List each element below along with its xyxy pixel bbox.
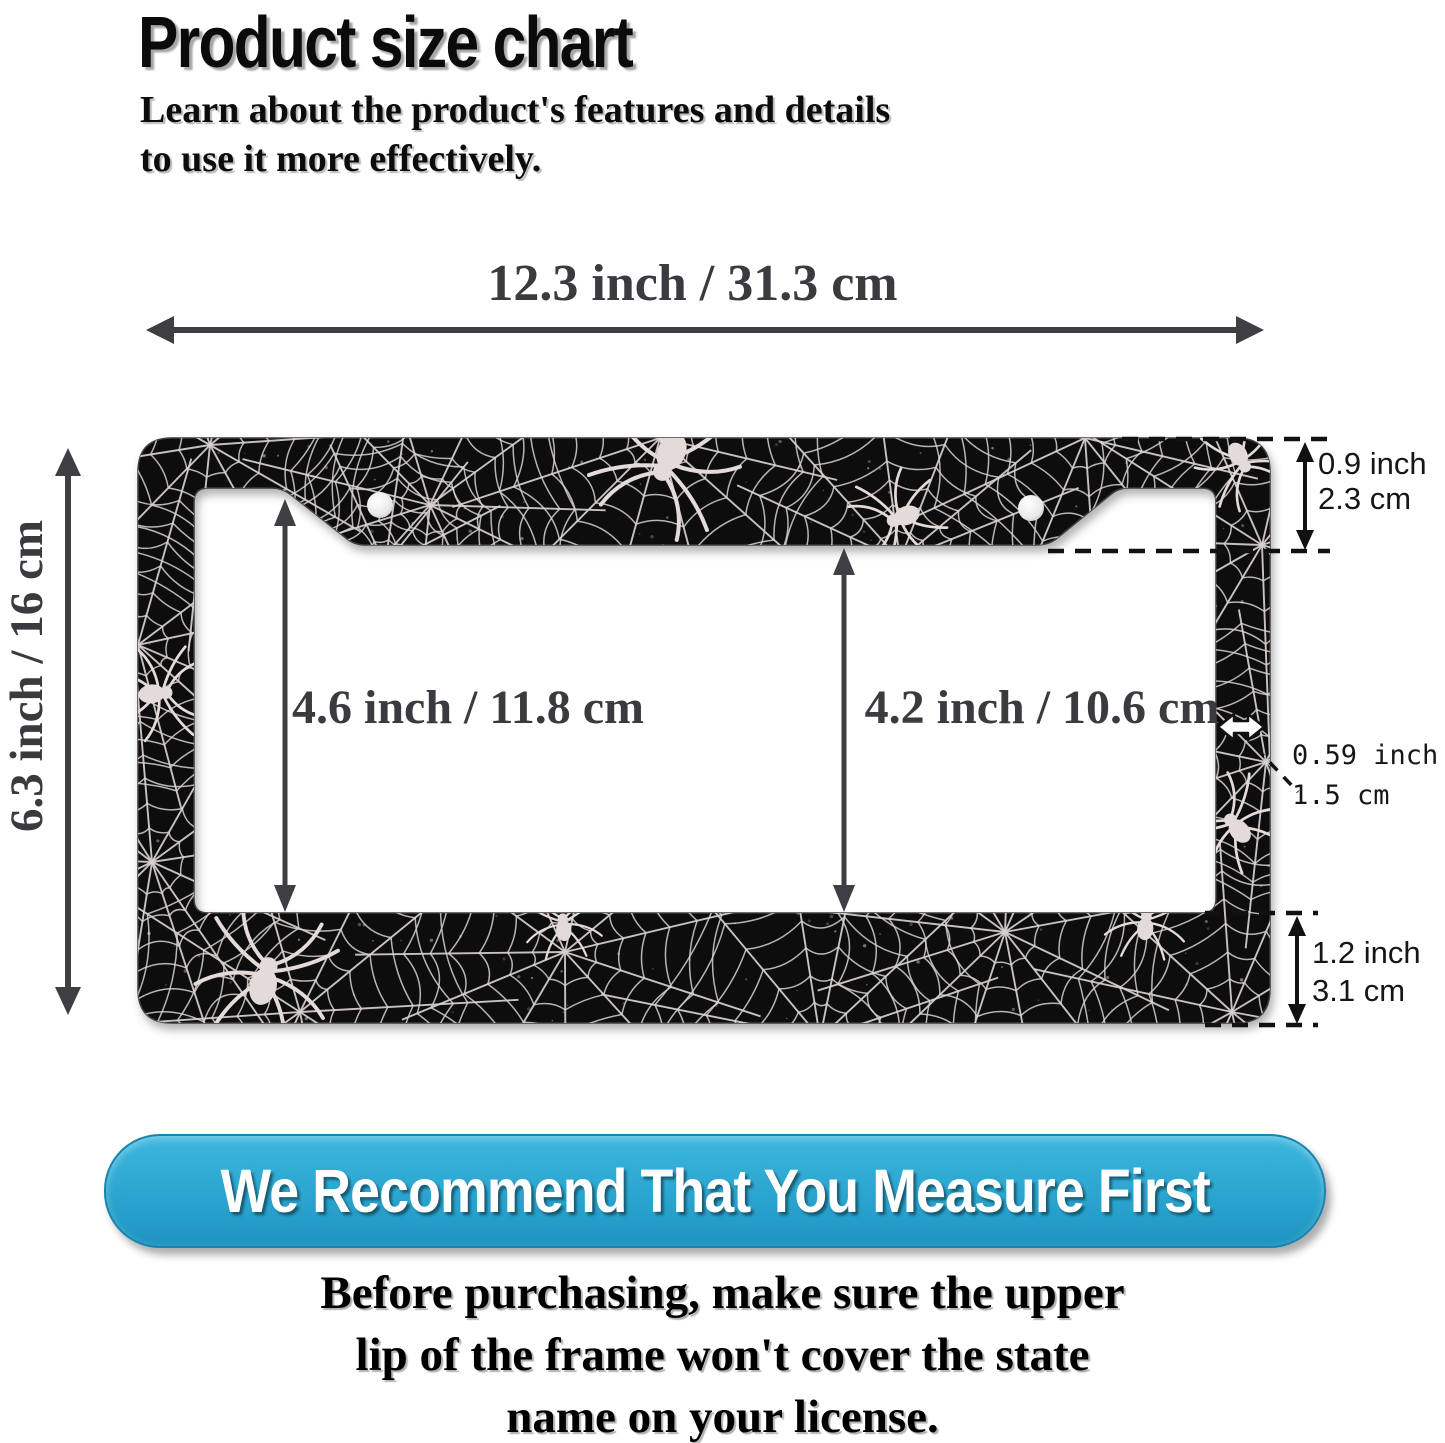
height-arrow	[55, 448, 81, 1015]
purchase-note-line: lip of the frame won't cover the state	[355, 1329, 1090, 1381]
page-title: Product size chart	[138, 3, 633, 83]
page-subtitle	[140, 86, 890, 184]
product-size-chart-image: Product size chart Learn about the product's features and details to use it more effectively. 12.3 inch / 31.3 cm 6.3 inch / 16 cm 4.6 inch / 11.8 cm 4.2 inch / 10.6 cm 0.9 inch 2.3 cm 0.59 inch 1.5 cm 1.2 inch 3.1 cm We Recommend That You Measure First Before purchasing, make sure the upper lip of the frame won't cover the state name on your license.	[0, 0, 1445, 1443]
screw-hole-right	[1018, 495, 1044, 521]
measure-first-banner	[104, 1134, 1326, 1248]
subtitle-line: Learn about the product's features and details	[140, 89, 891, 131]
banner-text: We Recommend That You Measure First	[220, 1157, 1210, 1225]
bottom-rail-thickness-label: 1.2 inch 3.1 cm	[1312, 935, 1421, 1008]
opening-height-right-label: 4.2 inch / 10.6 cm	[864, 681, 1220, 734]
purchase-note-line: Before purchasing, make sure the upper	[320, 1267, 1125, 1319]
screw-hole-left	[367, 492, 393, 518]
width-arrow	[146, 316, 1264, 344]
top-rail-thickness-label: 0.9 inch 2.3 cm	[1318, 446, 1427, 516]
side-rail-thickness-label: 0.59 inch 1.5 cm	[1292, 740, 1439, 811]
purchase-note-line: name on your license.	[506, 1391, 939, 1443]
top-rail-arrow	[1296, 442, 1314, 550]
opening-height-left-label: 4.6 inch / 11.8 cm	[291, 681, 644, 734]
overall-width-label: 12.3 inch / 31.3 cm	[487, 255, 898, 312]
bottom-rail-arrow	[1288, 916, 1306, 1024]
dimension-annotations	[55, 316, 1264, 1015]
subtitle-line: to use it more effectively.	[140, 138, 542, 180]
opening-height-arrow-right	[833, 548, 855, 912]
purchase-note	[0, 1262, 1445, 1443]
